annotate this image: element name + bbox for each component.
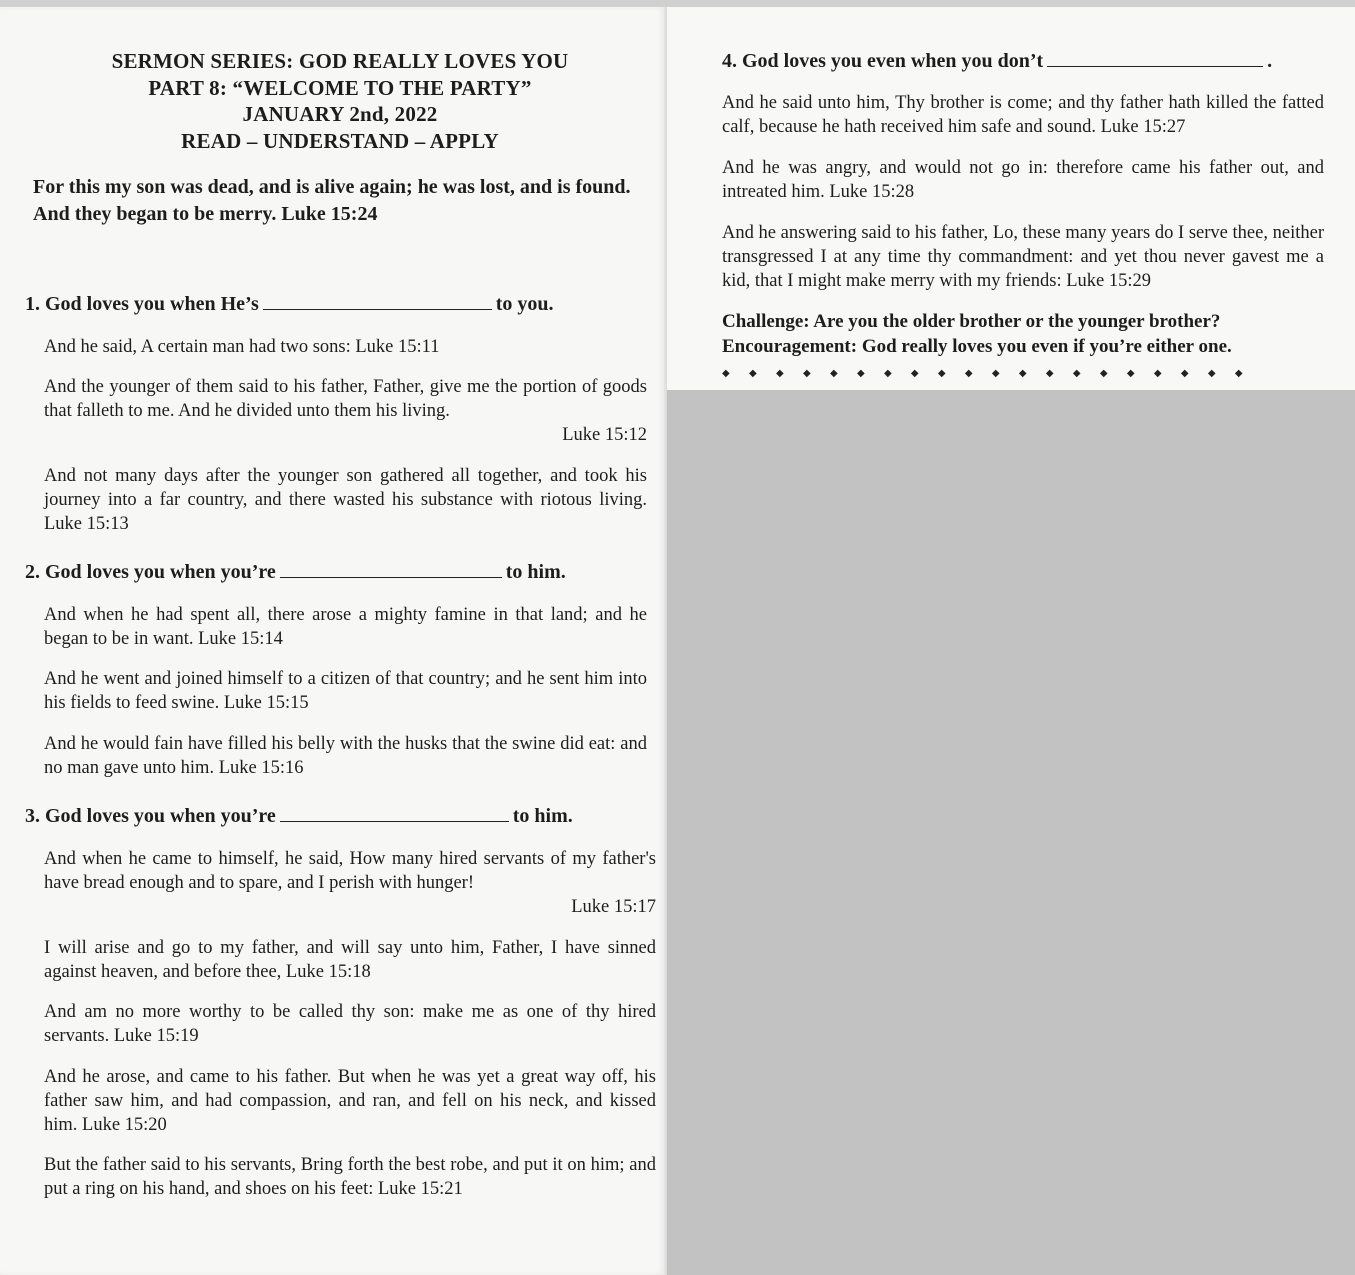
- verse-luke-15-19: And am no more worthy to be called thy son: make me as one of thy hired servants. Luke 15:19: [44, 1002, 656, 1046]
- verse-reference: Luke 15:17: [571, 897, 656, 917]
- verse-luke-15-16: And he would fain have filled his belly with the husks that the swine did eat: and no man gave unto him. Luke 15:16: [44, 734, 647, 778]
- verse-luke-15-28: And he was angry, and would not go in: therefore came his father out, and intreated him. Luke 15:28: [722, 158, 1324, 202]
- point-1-heading: [25, 293, 554, 316]
- sermon-date: JANUARY 2nd, 2022: [242, 102, 438, 126]
- point-4-heading: [722, 50, 1272, 73]
- verse-luke-15-18: I will arise and go to my father, and will say unto him, Father, I have sinned against heaven, and before thee, Luke 15:18: [44, 938, 656, 982]
- part-title: PART 8: “WELCOME TO THE PARTY”: [148, 75, 532, 100]
- sermon-header: [40, 48, 640, 154]
- point-2-heading: [25, 561, 566, 584]
- encouragement-text: Encouragement: God really loves you even if you’re either one.: [722, 336, 1232, 357]
- diamond-divider: ◆◆◆◆◆◆◆◆◆◆◆◆◆◆◆◆◆◆◆◆: [722, 368, 1262, 379]
- point-1-text: 1. God loves you when He’s: [25, 293, 259, 315]
- verse-luke-15-13: And not many days after the younger son gathered all together, and took his journey into a far country, and there wasted his substance with riotous living. Luke 15:13: [44, 466, 647, 534]
- point-3-suffix: to him.: [512, 805, 573, 827]
- point-2-suffix: to him.: [505, 561, 566, 583]
- point-1-blank: [263, 295, 492, 310]
- point-3-blank: [280, 807, 509, 822]
- scan-background: [666, 390, 1355, 1275]
- point-4-blank: [1047, 52, 1263, 67]
- point-3-heading: [25, 805, 573, 828]
- verse-text: And the younger of them said to his father, Father, give me the portion of goods that falleth to me. And he divided unto them his living.: [44, 377, 647, 421]
- scan-top-edge: [0, 0, 1355, 7]
- series-title: SERMON SERIES: GOD REALLY LOVES YOU: [111, 49, 569, 73]
- verse-luke-15-15: And he went and joined himself to a citizen of that country; and he sent him into his fields to feed swine. Luke 15:15: [44, 669, 647, 713]
- verse-luke-15-11: And he said, A certain man had two sons: Luke 15:11: [44, 337, 440, 357]
- verse-luke-15-29: And he answering said to his father, Lo, these many years do I serve thee, neither transgressed I at any time thy commandment: and yet thou never gavest me a kid, that I might make merry with my friends: Luke 15:29: [722, 223, 1324, 291]
- verse-reference: Luke 15:12: [562, 425, 647, 445]
- page-fold: [664, 7, 667, 1275]
- verse-luke-15-17: [44, 847, 656, 919]
- verse-luke-15-12: [44, 375, 647, 447]
- point-1-suffix: to you.: [495, 293, 554, 315]
- sermon-motto: READ – UNDERSTAND – APPLY: [181, 128, 499, 153]
- point-4-suffix: .: [1267, 50, 1273, 72]
- challenge-block: [722, 309, 1332, 359]
- key-verse: For this my son was dead, and is alive again; he was lost, and is found. And they began to be merry. Luke 15:24: [33, 176, 631, 225]
- point-2-text: 2. God loves you when you’re: [25, 561, 276, 583]
- verse-luke-15-27: And he said unto him, Thy brother is come; and thy father hath killed the fatted calf, because he hath received him safe and sound. Luke 15:27: [722, 93, 1324, 137]
- verse-text: And when he came to himself, he said, How many hired servants of my father's have bread enough and to spare, and I perish with hunger!: [44, 849, 656, 893]
- challenge-text: Challenge: Are you the older brother or the younger brother?: [722, 311, 1221, 332]
- point-4-text: 4. God loves you even when you don’t: [722, 50, 1044, 72]
- verse-luke-15-20: And he arose, and came to his father. But when he was yet a great way off, his father saw him, and had compassion, and ran, and fell on his neck, and kissed him. Luke 15:20: [44, 1067, 656, 1135]
- verse-luke-15-21: But the father said to his servants, Bring forth the best robe, and put it on him; and put a ring on his hand, and shoes on his feet: Luke 15:21: [44, 1155, 656, 1199]
- point-3-text: 3. God loves you when you’re: [25, 805, 276, 827]
- verse-luke-15-14: And when he had spent all, there arose a mighty famine in that land; and he began to be in want. Luke 15:14: [44, 605, 647, 649]
- point-2-blank: [280, 563, 502, 578]
